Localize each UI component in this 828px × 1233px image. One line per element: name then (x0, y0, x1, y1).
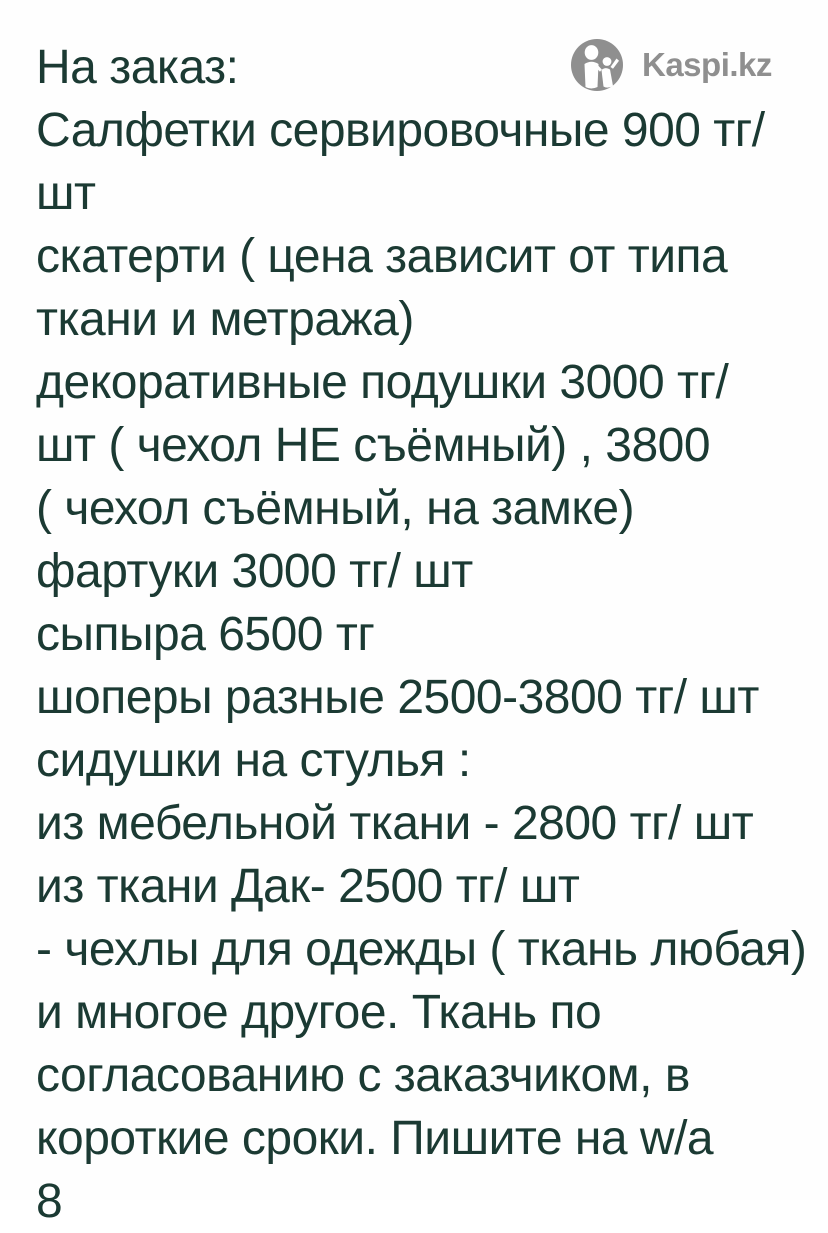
description-line: На заказ: (36, 41, 239, 94)
description-line: декоративные подушки 3000 тг/ (36, 356, 729, 409)
description-line: шт ( чехол НЕ съёмный) , 3800 (36, 419, 711, 472)
description-line: короткие сроки. Пишите на w/a (36, 1112, 714, 1165)
description-text (36, 36, 816, 1233)
description-line: скатерти ( цена зависит от типа (36, 230, 728, 283)
description-line: Салфетки сервировочные 900 тг/ (36, 104, 765, 157)
description-line: сидушки на стулья : (36, 734, 471, 787)
description-line: шоперы разные 2500-3800 тг/ шт (36, 671, 759, 724)
description-partial-line: 8 (36, 1175, 63, 1228)
description-line: из мебельной ткани - 2800 тг/ шт (36, 797, 754, 850)
kaspi-brand-text: Kaspi.kz (642, 46, 772, 83)
description-line: ( чехол съёмный, на замке) (36, 482, 635, 535)
description-line: из ткани Дак- 2500 тг/ шт (36, 860, 580, 913)
description-line: и многое другое. Ткань по (36, 986, 602, 1039)
description-line: ткани и метража) (36, 293, 414, 346)
description-line: согласованию с заказчиком, в (36, 1049, 690, 1102)
description-line: шт (36, 167, 96, 220)
description-line: сыпыра 6500 тг (36, 608, 375, 661)
description-line: фартуки 3000 тг/ шт (36, 545, 473, 598)
description-line: - чехлы для одежды ( ткань любая) (36, 923, 807, 976)
